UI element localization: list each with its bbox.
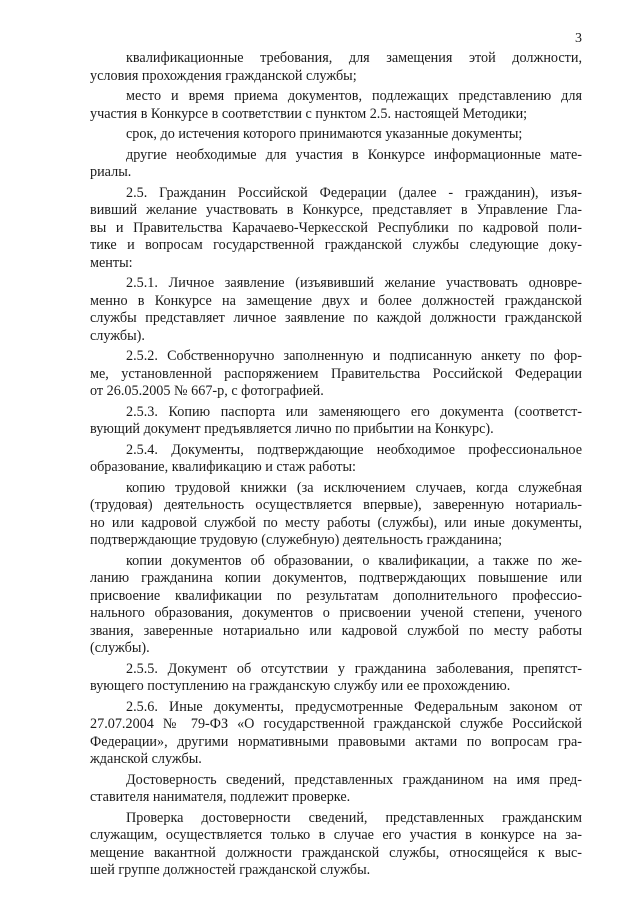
paragraph [90, 275, 582, 345]
paragraph [90, 442, 582, 477]
text-line: риалы. [90, 164, 132, 180]
text-line: 27.07.2004 № 79-ФЗ «О государственной гражданской службе Российской [90, 716, 582, 732]
text-line: тике и вопросам государственной гражданской службы следующие доку- [90, 237, 582, 253]
paragraph [90, 404, 582, 439]
paragraph [90, 50, 582, 85]
text-line: (трудовая) деятельность осуществляется впервые), заверенную нотариаль- [90, 497, 582, 513]
document-body [90, 50, 582, 883]
text-line: служащим, осуществляется только в случае его участия в конкурсе на за- [90, 827, 582, 843]
paragraph [90, 772, 582, 807]
text-line: вующего поступлению на гражданскую службу или ее прохождению. [90, 678, 511, 694]
text-line: 2.5. Гражданин Российской Федерации (далее - гражданин), изъя- [126, 184, 582, 201]
text-line: но или кадровой службой по месту работы (службы), или иные документы, [90, 514, 582, 531]
text-line: менты: [90, 254, 133, 271]
text-line: службы представляет личное заявление по каждой должности гражданской [90, 310, 582, 326]
text-line: 2.5.2. Собственноручно заполненную и подписанную анкету по фор- [126, 348, 582, 364]
text-line: копию трудовой книжки (за исключением случаев, когда служебная [126, 479, 582, 496]
text-line: 2.5.1. Личное заявление (изъявивший желание участвовать одновре- [126, 275, 582, 291]
text-line: Федерации», другими нормативными правовыми актами по вопросам гра- [90, 733, 582, 750]
text-line: вующий документ предъявляется лично по прибытии на Конкурс). [90, 421, 494, 437]
text-line: вивший желание участвовать в Конкурсе, представляет в Управление Гла- [90, 202, 582, 218]
text-line: нального образования, документов о присвоении ученой степени, ученого [90, 605, 582, 621]
text-line: другие необходимые для участия в Конкурсе информационные мате- [126, 146, 582, 163]
paragraph [90, 348, 582, 401]
text-line: (службы). [90, 640, 150, 656]
text-line: Достоверность сведений, представленных гражданином на имя пред- [126, 771, 582, 788]
text-line: вы и Правительства Карачаево-Черкесской Республики по кадровой поли- [90, 219, 582, 236]
text-line: копии документов об образовании, о квалификации, а также по же- [126, 552, 582, 569]
page-number: 3 [575, 31, 582, 46]
text-line: ланию гражданина копии документов, подтверждающих повышение или [90, 570, 582, 586]
paragraph [90, 699, 582, 769]
text-line: условия прохождения гражданской службы; [90, 67, 357, 84]
text-line: место и время приема документов, подлежащих представлению для [126, 88, 582, 104]
text-line: квалификационные требования, для замещения этой должности, [126, 50, 582, 66]
text-line: от 26.05.2005 № 667-р, с фотографией. [90, 383, 324, 399]
text-line: присвоение квалификации по результатам дополнительного профессио- [90, 587, 582, 604]
text-line: 2.5.3. Копию паспорта или заменяющего его документа (соответст- [126, 403, 582, 420]
text-line: 2.5.4. Документы, подтверждающие необходимое профессиональное [126, 441, 582, 458]
text-line: жданской службы. [90, 751, 202, 767]
text-line: ставителя нанимателя, подлежит проверке. [90, 789, 351, 805]
text-line: службы). [90, 327, 145, 344]
text-line: подтверждающие трудовую (служебную) деятельность гражданина; [90, 532, 503, 548]
text-line: менно в Конкурсе на замещение двух и более должностей гражданской [90, 292, 582, 309]
paragraph [90, 147, 582, 182]
text-line: Проверка достоверности сведений, представленных гражданским [126, 809, 582, 826]
text-line: 2.5.5. Документ об отсутствии у гражданина заболевания, препятст- [126, 660, 582, 677]
paragraph [90, 810, 582, 880]
text-line: участия в Конкурсе в соответствии с пунктом 2.5. настоящей Методики; [90, 105, 528, 122]
text-line: звания, заверенные нотариально или кадровой службой по месту работы [90, 622, 582, 639]
text-line: шей группе должностей гражданской службы. [90, 862, 371, 878]
paragraph [90, 661, 582, 696]
text-line: образование, квалификацию и стаж работы: [90, 459, 356, 475]
paragraph [90, 553, 582, 658]
text-line: срок, до истечения которого принимаются указанные документы; [126, 126, 523, 142]
paragraph [90, 126, 582, 144]
text-line: ме, установленной распоряжением Правительства Российской Федерации [90, 365, 582, 382]
paragraph [90, 88, 582, 123]
paragraph [90, 480, 582, 550]
text-line: мещение вакантной должности гражданской службы, относящейся к выс- [90, 844, 582, 861]
text-line: 2.5.6. Иные документы, предусмотренные Федеральным законом от [126, 698, 582, 715]
paragraph [90, 185, 582, 273]
